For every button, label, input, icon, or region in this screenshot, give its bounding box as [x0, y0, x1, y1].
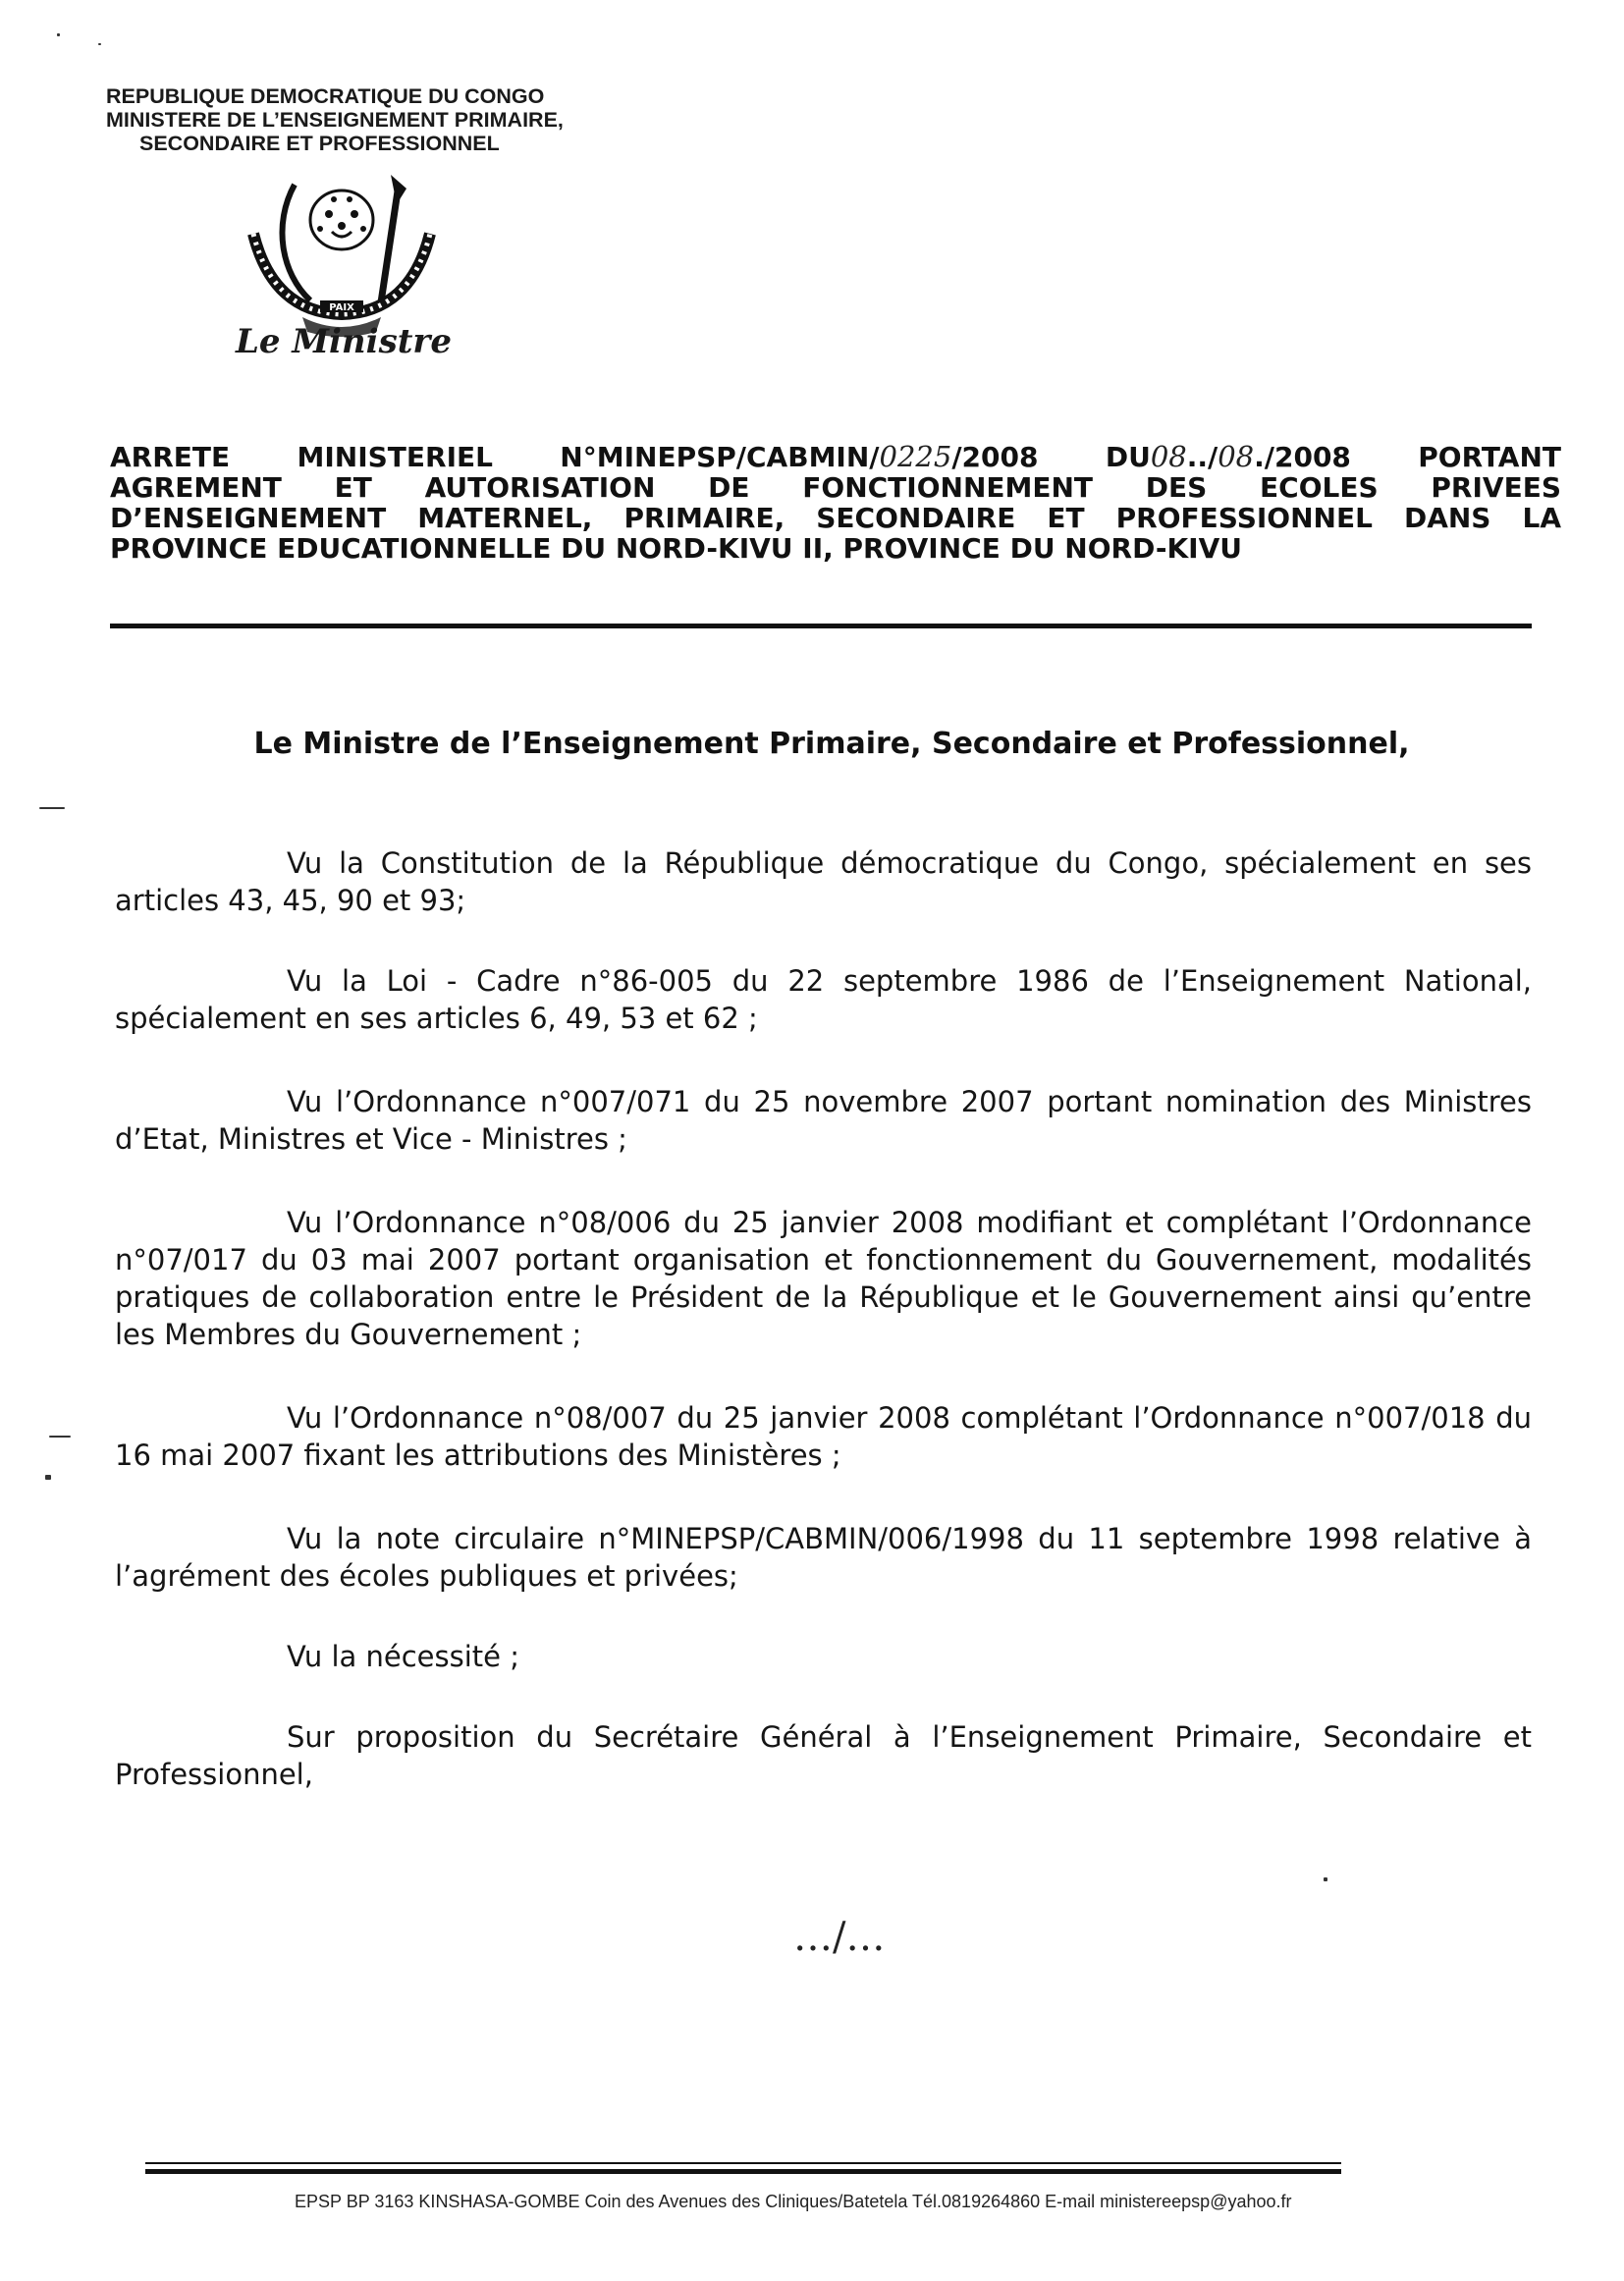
footer-address: EPSP BP 3163 KINSHASA-GOMBE Coin des Avenues des Cliniques/Batetela Tél.0819264860 E-mail ministereepsp@yahoo.fr — [295, 2192, 1292, 2211]
handwritten-month: 08 — [1218, 440, 1255, 473]
recital-paragraph: Vu la Loi - Cadre n°86-005 du 22 septembre 1986 de l’Enseignement National, spécialement en ses articles 6, 49, 53 et 62 ; — [115, 964, 1532, 1035]
scan-speck — [39, 807, 65, 809]
title-line-4: PROVINCE EDUCATIONNELLE DU NORD-KIVU II, PROVINCE DU NORD-KIVU — [110, 532, 1243, 565]
scan-speck — [49, 1436, 71, 1438]
letterhead — [106, 84, 695, 155]
handwritten-number: 0225 — [879, 440, 952, 473]
recital-paragraph: Vu l’Ordonnance n°007/071 du 25 novembre 2007 portant nomination des Ministres d’Etat, Ministres et Vice - Ministres ; — [115, 1085, 1532, 1156]
footer-rule-thick — [145, 2169, 1341, 2174]
minister-signature-title: Le Ministre — [236, 322, 452, 361]
letterhead-ministry-cont: SECONDAIRE ET PROFESSIONNEL — [139, 132, 500, 155]
recital-paragraph: Vu l’Ordonnance n°08/006 du 25 janvier 2008 modifiant et complétant l’Ordonnance n°07/017 du 03 mai 2007 portant organisation et fonctionnement du Gouvernement, modalités pratiques de collaboration entre le Président de la République et le Gouvernement ainsi qu’entre les Membres du Gouvernement ; — [115, 1206, 1532, 1351]
title-line-1 — [110, 442, 1561, 472]
recital-paragraph: Vu la note circulaire n°MINEPSP/CABMIN/006/1998 du 11 septembre 1998 relative à l’agrément des écoles publiques et privées; — [115, 1522, 1532, 1593]
minister-heading: Le Ministre de l’Enseignement Primaire, Secondaire et Professionnel, — [253, 727, 1410, 761]
scan-speck — [57, 33, 60, 36]
decree-body — [115, 844, 1532, 1793]
decree-title — [110, 442, 1561, 564]
coat-of-arms-emblem — [234, 175, 450, 337]
scan-speck — [98, 43, 101, 45]
recital-paragraph: Sur proposition du Secrétaire Général à l’Enseignement Primaire, Secondaire et Professionnel, — [115, 1720, 1532, 1791]
title-underline — [110, 624, 1532, 628]
handwritten-day: 08 — [1150, 440, 1187, 473]
title-date-sep: ../ — [1186, 441, 1218, 473]
emblem-motto: PAIX — [329, 302, 354, 313]
title-ref-prefix: ARRETE MINISTERIEL N°MINEPSP/CABMIN/ — [110, 441, 880, 473]
letterhead-country: REPUBLIQUE DEMOCRATIQUE DU CONGO — [106, 84, 545, 108]
scan-speck — [45, 1475, 51, 1480]
continuation-mark: …/… — [793, 1915, 886, 1960]
title-line-2: AGREMENT ET AUTORISATION DE FONCTIONNEMENT DES ECOLES PRIVEES — [110, 471, 1561, 504]
recital-paragraph: Vu la Constitution de la République démocratique du Congo, spécialement en ses articles 43, 45, 90 et 93; — [115, 846, 1532, 917]
scan-speck — [1324, 1877, 1327, 1881]
title-date-end: ./2008 PORTANT — [1254, 441, 1562, 473]
letterhead-ministry: MINISTERE DE L’ENSEIGNEMENT PRIMAIRE, — [106, 108, 564, 132]
recital-paragraph: Vu l’Ordonnance n°08/007 du 25 janvier 2008 complétant l’Ordonnance n°007/018 du 16 mai 2007 fixant les attributions des Ministères ; — [115, 1401, 1532, 1472]
title-line-3: D’ENSEIGNEMENT MATERNEL, PRIMAIRE, SECONDAIRE ET PROFESSIONNEL DANS LA — [110, 502, 1561, 534]
recital-paragraph: Vu la nécessité ; — [287, 1640, 519, 1673]
footer-rule-thin — [145, 2162, 1341, 2164]
title-ref-year: /2008 DU — [951, 441, 1151, 473]
